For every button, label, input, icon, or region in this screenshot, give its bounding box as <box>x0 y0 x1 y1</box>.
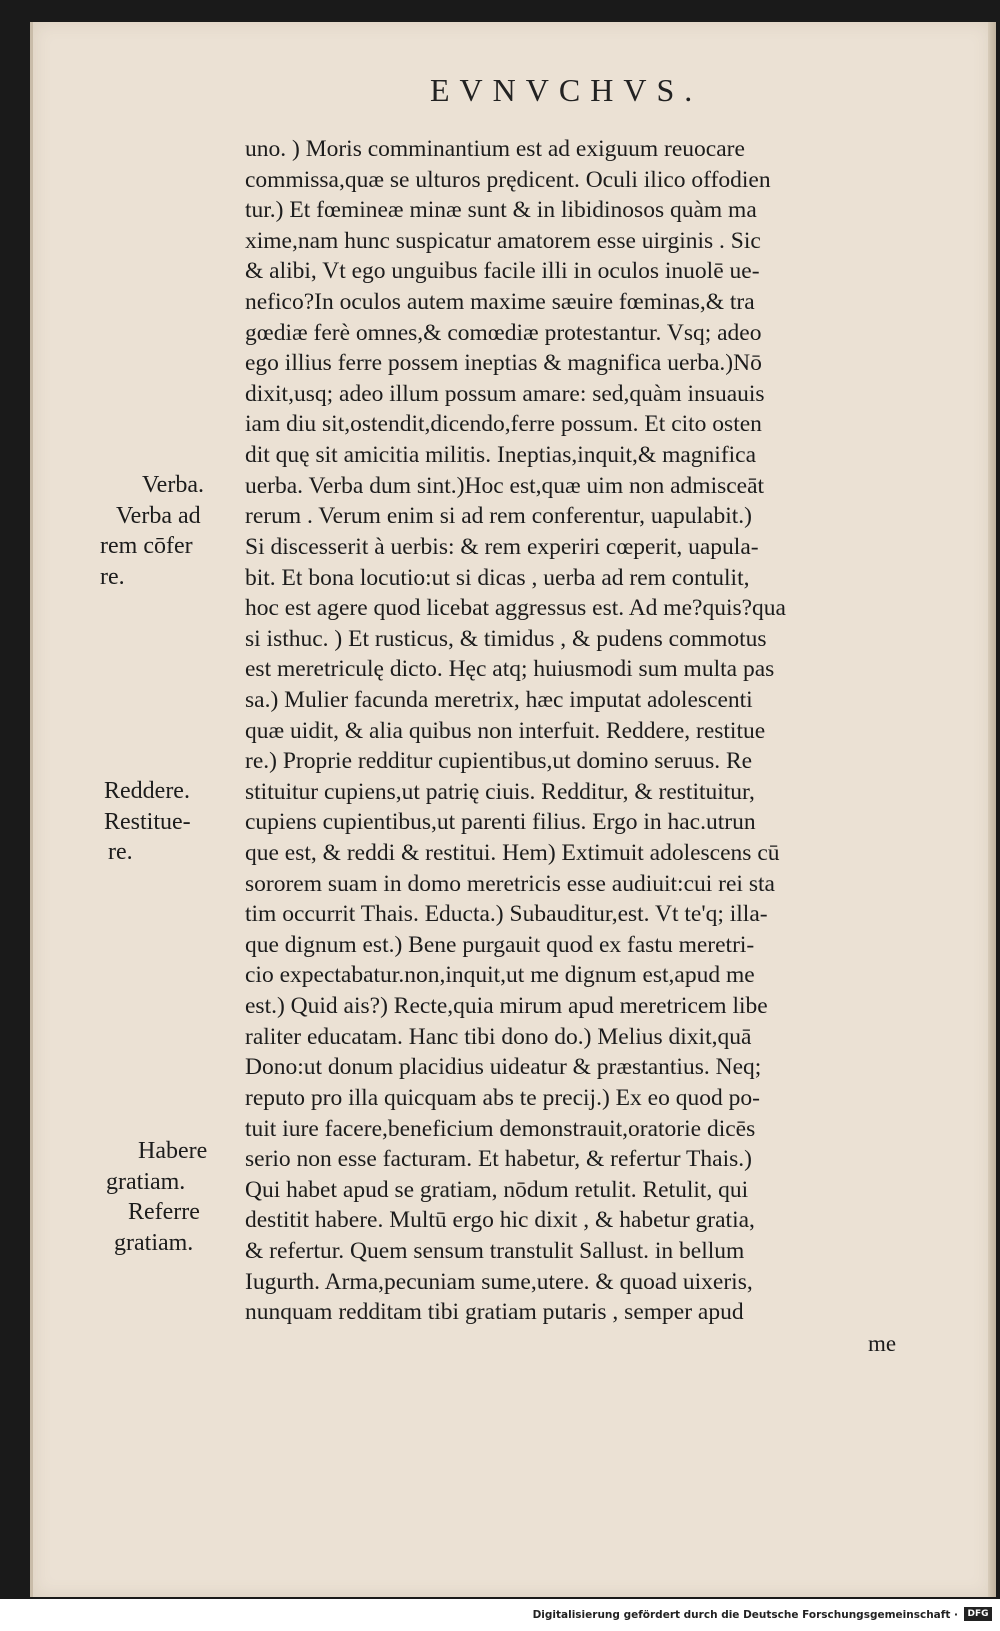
dfg-logo-icon: DFG <box>964 1607 992 1621</box>
page-edge <box>988 22 996 1597</box>
margin-note-line: Restitue- <box>104 808 191 835</box>
margin-note-line: Referre <box>128 1199 200 1226</box>
text-line: que dignum est.) Bene purgauit quod ex fastu meretri- <box>245 931 755 958</box>
running-title: EVNVCHVS. <box>430 72 703 108</box>
text-line: hoc est agere quod licebat aggressus est. Ad me?quis?qua <box>245 595 786 622</box>
text-line: nefico?In oculos autem maxime sæuire fœminas,& tra <box>245 289 755 316</box>
text-line: sororem suam in domo meretricis esse audiuit:cui rei sta <box>245 870 775 897</box>
catchword: me <box>868 1331 897 1356</box>
text-line: sa.) Mulier facunda meretrix, hæc imputat adolescenti <box>245 686 753 713</box>
text-line: rerum . Verum enim si ad rem conferentur, uapulabit.) <box>245 503 752 530</box>
text-line: tur.) Et fœmineæ minæ sunt & in libidinosos quàm ma <box>245 197 757 224</box>
text-line: tim occurrit Thais. Educta.) Subauditur,est. Vt te'q; illa- <box>245 901 768 928</box>
text-line: que est, & reddi & restitui. Hem) Extimuit adolescens cū <box>245 840 780 867</box>
text-line: cio expectabatur.non,inquit,ut me dignum est,apud me <box>245 962 755 989</box>
text-line: serio non esse facturam. Et habetur, & refertur Thais.) <box>245 1146 752 1173</box>
text-line: stituitur cupiens,ut patrię ciuis. Redditur, & restituitur, <box>245 778 755 805</box>
text-line: dixit,usq; adeo illum possum amare: sed,quàm insuauis <box>245 380 765 407</box>
text-line: gœdiæ ferè omnes,& comœdiæ protestantur. Vsq; adeo <box>245 319 762 346</box>
margin-note-line: Habere <box>138 1138 208 1164</box>
text-line: uerba. Verba dum sint.)Hoc est,quæ uim non admisceāt <box>245 472 765 499</box>
text-line: quæ uidit, & alia quibus non interfuit. Reddere, restitue <box>245 717 766 744</box>
footer-bar <box>0 1599 1000 1631</box>
text-line: Qui habet apud se gratiam, nōdum retulit. Retulit, qui <box>245 1176 749 1203</box>
margin-note-habere <box>100 1136 238 1259</box>
text-line: reputo pro illa quicquam abs te precij.) Ex eo quod po- <box>245 1084 760 1111</box>
text-line: & alibi, Vt ego unguibus facile illi in oculos inuolē ue- <box>245 258 760 285</box>
margin-note-line: Verba. <box>142 472 204 498</box>
margin-note-verba <box>100 470 238 593</box>
margin-note-line: re. <box>108 839 133 866</box>
text-line: tuit iure facere,beneficium demonstrauit,oratorie dicēs <box>245 1115 756 1142</box>
text-line: dit quę sit amicitia militis. Ineptias,inquit,& magnifica <box>245 442 757 469</box>
text-line: raliter educatam. Hanc tibi dono do.) Melius dixit,quā <box>245 1023 752 1050</box>
funding-credit: Digitalisierung gefördert durch die Deutsche Forschungsgemeinschaft · <box>532 1609 958 1621</box>
text-line: ego illius ferre possem ineptias & magnifica uerba.)Nō <box>245 350 762 377</box>
text-line: xime,nam hunc suspicatur amatorem esse uirginis . Sic <box>245 227 761 254</box>
text-line: commissa,quæ se ulturos prędicent. Oculi ilico offodien <box>245 166 771 193</box>
margin-note-line: Reddere. <box>104 778 190 804</box>
margin-note-reddere <box>100 776 238 868</box>
text-line: iam diu sit,ostendit,dicendo,ferre possum. Et cito osten <box>245 411 762 438</box>
text-line: cupiens cupientibus,ut parenti filius. Ergo in hac.utrun <box>245 809 756 836</box>
margin-note-line: rem cōfer <box>100 533 193 560</box>
text-line: nunquam redditam tibi gratiam putaris , semper apud <box>245 1299 744 1326</box>
text-line: & refertur. Quem sensum transtulit Sallust. in bellum <box>245 1237 745 1264</box>
text-line: est.) Quid ais?) Recte,quia mirum apud meretricem libe <box>245 993 768 1020</box>
body-text <box>245 134 945 1328</box>
margin-note-line: re. <box>100 563 125 590</box>
text-line: est meretriculę dicto. Hęc atq; huiusmodi sum multa pas <box>245 656 775 683</box>
text-line: Si discesserit à uerbis: & rem experiri cœperit, uapula- <box>245 533 759 560</box>
margin-note-line: Verba ad <box>116 502 201 529</box>
text-line: bit. Et bona locutio:ut si dicas , uerba ad rem contulit, <box>245 564 750 591</box>
text-line: uno. ) Moris comminantium est ad exiguum reuocare <box>245 136 745 162</box>
text-line: Dono:ut donum placidius uideatur & præstantius. Neq; <box>245 1054 762 1081</box>
text-line: Iugurth. Arma,pecuniam sume,utere. & quoad uixeris, <box>245 1268 753 1295</box>
text-line: re.) Proprie redditur cupientibus,ut domino seruus. Re <box>245 748 753 775</box>
margin-note-line: gratiam. <box>106 1168 186 1195</box>
text-line: destitit habere. Multū ergo hic dixit , & habetur gratia, <box>245 1207 755 1234</box>
text-line: si isthuc. ) Et rusticus, & timidus , & pudens commotus <box>245 625 767 652</box>
margin-note-line: gratiam. <box>114 1229 194 1256</box>
